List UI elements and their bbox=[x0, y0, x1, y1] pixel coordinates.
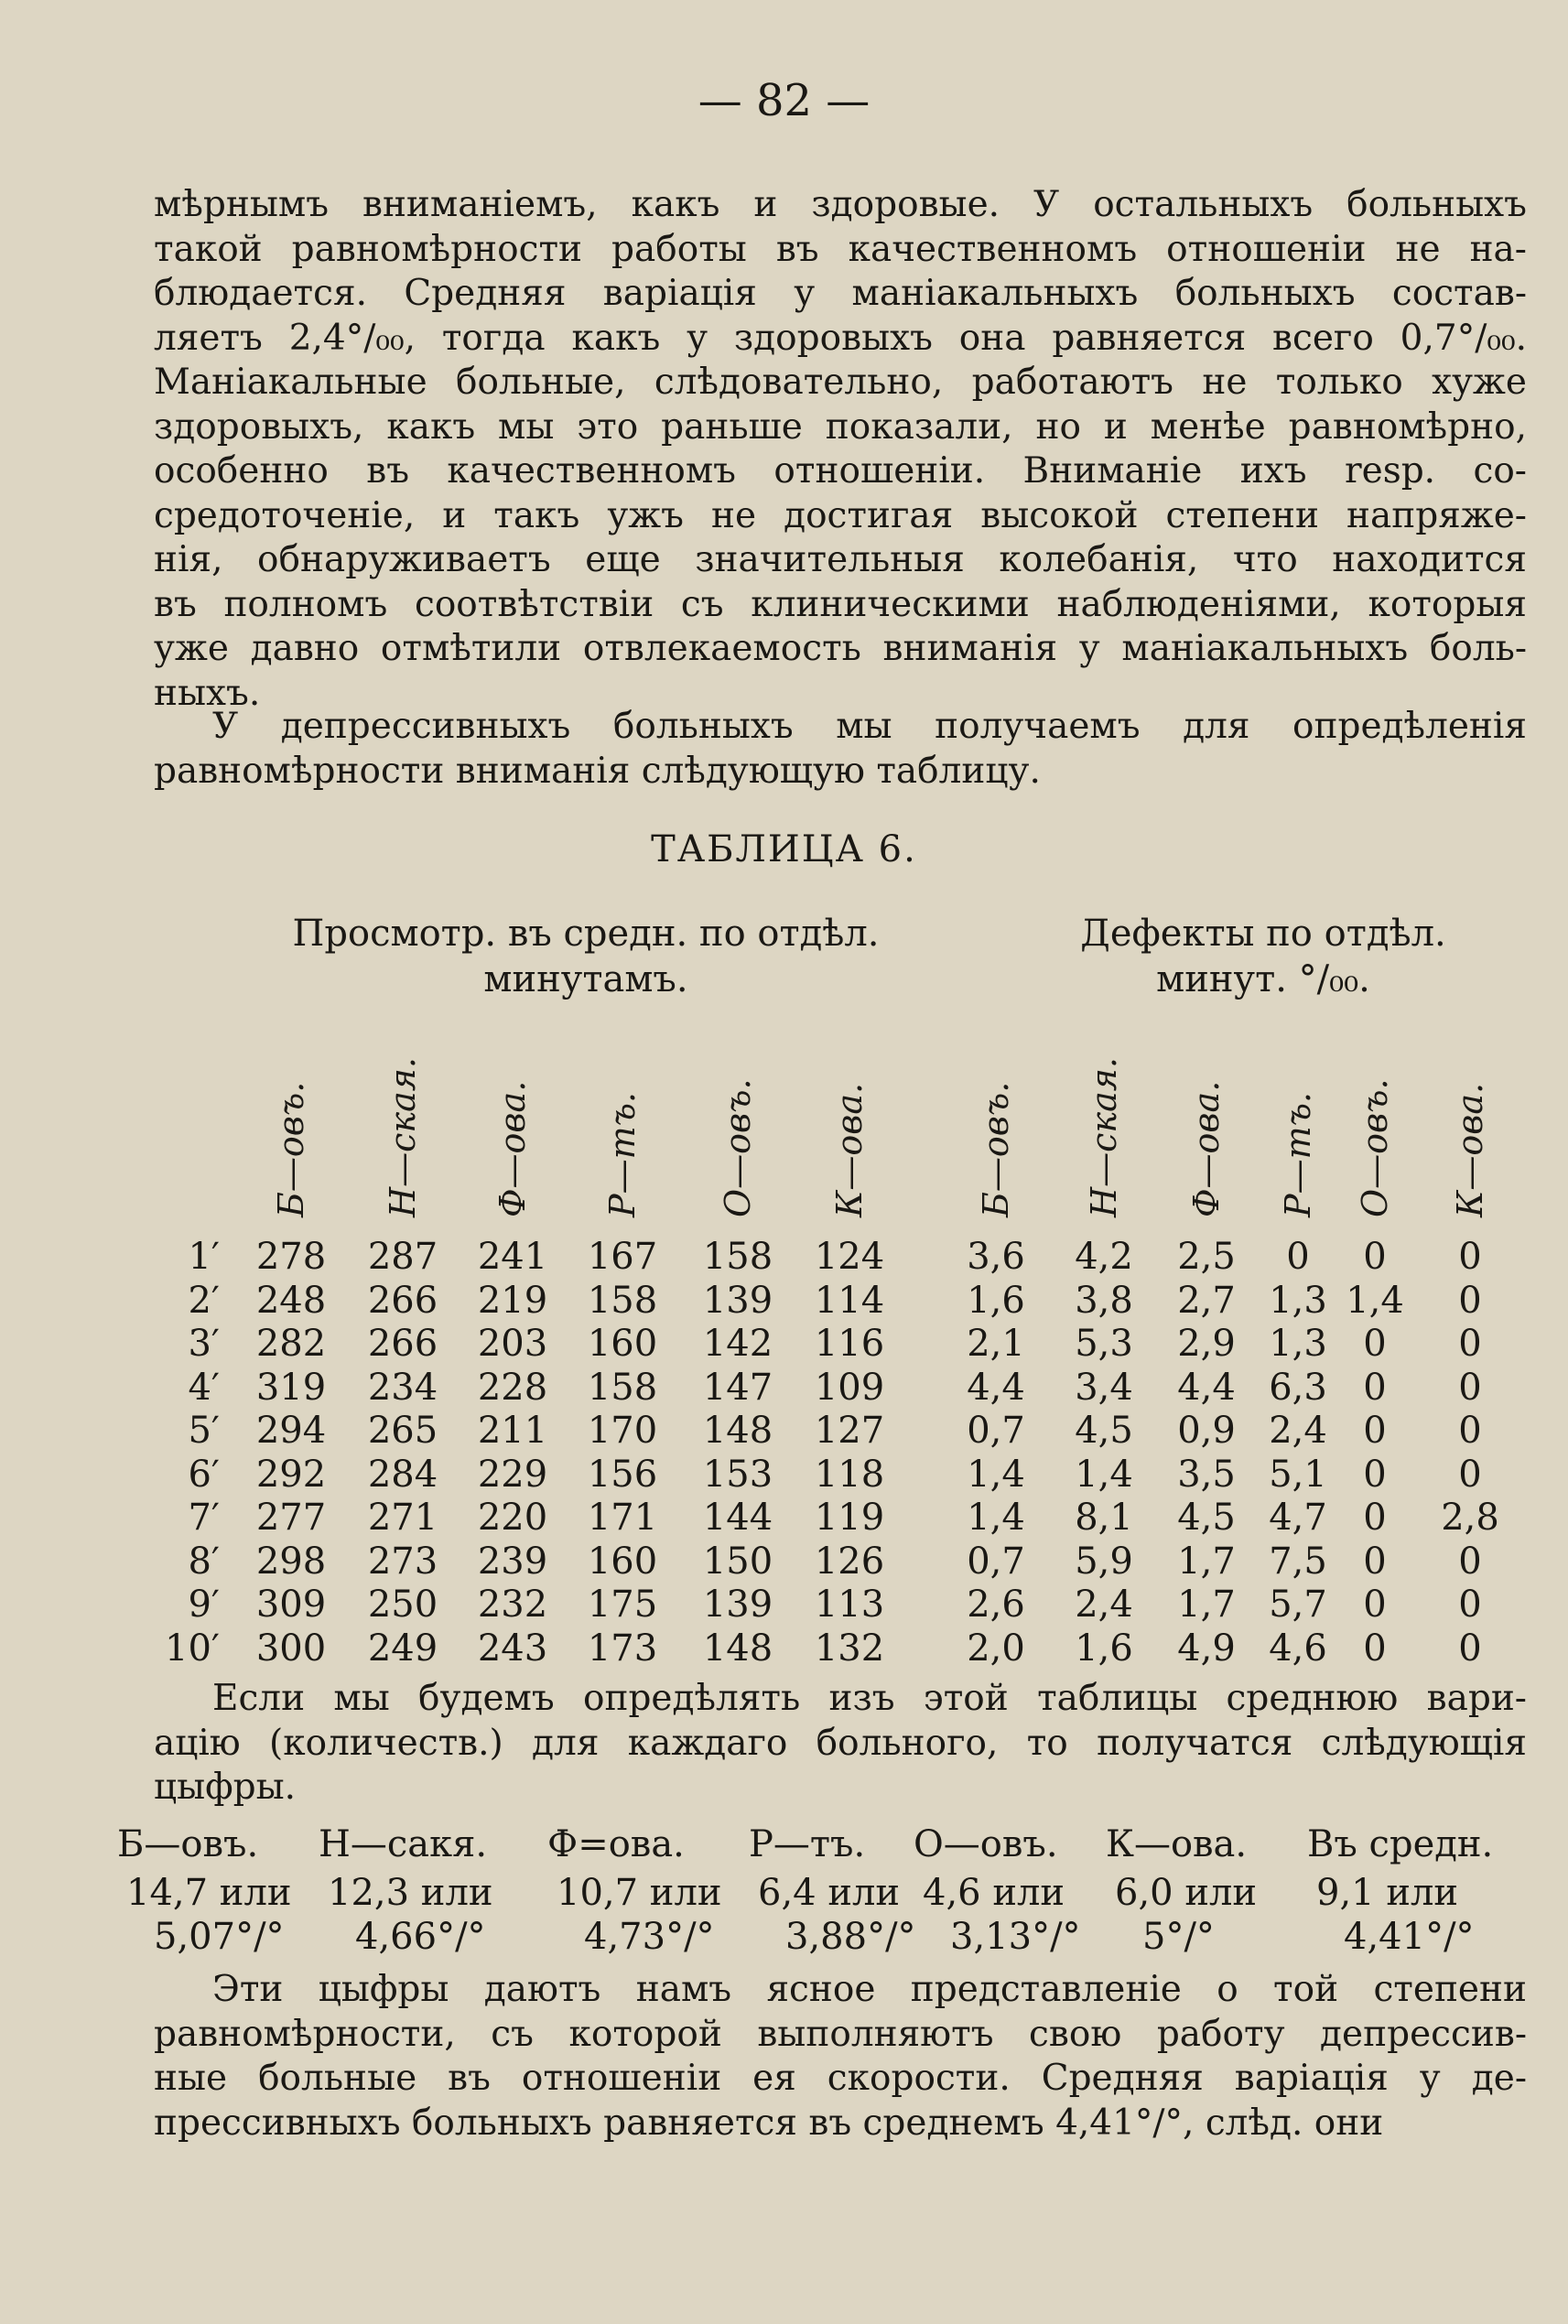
table-row bbox=[0, 1454, 1568, 1497]
table-cell: 220 bbox=[477, 1497, 548, 1539]
table-cell: 4,6 bbox=[1269, 1627, 1327, 1670]
table-cell: 7,5 bbox=[1269, 1540, 1327, 1583]
row-label: 5′ bbox=[188, 1410, 220, 1452]
column-header bbox=[827, 1043, 871, 1217]
table-cell: 287 bbox=[367, 1236, 438, 1278]
table-cell: 229 bbox=[477, 1453, 548, 1496]
table-cell: 2,5 bbox=[1177, 1236, 1236, 1278]
text-line: уже давно отмѣтили отвлекаемость вниманія у маніакальныхъ боль- bbox=[154, 628, 1527, 669]
table-cell: 4,4 bbox=[1177, 1366, 1236, 1409]
table-cell: 4,5 bbox=[1075, 1410, 1133, 1452]
table-cell: 0 bbox=[1458, 1453, 1482, 1496]
table-cell: 158 bbox=[702, 1236, 773, 1278]
table-cell: 2,4 bbox=[1269, 1410, 1327, 1452]
table-cell: 5,9 bbox=[1075, 1540, 1133, 1583]
table-cell: 1,7 bbox=[1177, 1584, 1236, 1626]
table-cell: 171 bbox=[587, 1497, 658, 1539]
table-cell: 5,1 bbox=[1269, 1453, 1327, 1496]
table-cell: 4,2 bbox=[1075, 1236, 1133, 1278]
table-cell: 0,7 bbox=[967, 1540, 1025, 1583]
table-cell: 0 bbox=[1458, 1584, 1482, 1626]
table-cell: 144 bbox=[702, 1497, 773, 1539]
table-cell: 160 bbox=[587, 1540, 658, 1583]
table-row bbox=[0, 1323, 1568, 1367]
text-line: Если мы будемъ опредѣлять изъ этой таблицы среднюю вари- bbox=[212, 1678, 1527, 1719]
summary-value: 10,7 или bbox=[557, 1872, 722, 1914]
text-line: въ полномъ соотвѣтствіи съ клиническими наблюденіями, которыя bbox=[154, 583, 1527, 625]
table-cell: 266 bbox=[367, 1279, 438, 1322]
summary-header: К—ова. bbox=[1106, 1823, 1248, 1865]
row-label: 3′ bbox=[188, 1323, 220, 1365]
table-cell: 126 bbox=[814, 1540, 885, 1583]
table-cell: 142 bbox=[702, 1323, 773, 1365]
table-cell: 0 bbox=[1363, 1584, 1387, 1626]
table-cell: 150 bbox=[702, 1540, 773, 1583]
table-cell: 271 bbox=[367, 1497, 438, 1539]
table-cell: 1,4 bbox=[1346, 1279, 1404, 1322]
summary-header: Б—овъ. bbox=[117, 1823, 259, 1865]
column-header bbox=[1276, 1043, 1320, 1217]
table-cell: 4,4 bbox=[967, 1366, 1025, 1409]
column-header-label: О—овъ. bbox=[1355, 1078, 1395, 1217]
table-cell: 319 bbox=[255, 1366, 327, 1409]
summary-percent: 5°/° bbox=[1142, 1916, 1215, 1958]
summary-header: Ф=ова. bbox=[547, 1823, 685, 1865]
column-header-label: Б—овъ. bbox=[976, 1081, 1016, 1217]
text-line: цыфры. bbox=[154, 1767, 297, 1808]
table-cell: 2,9 bbox=[1177, 1323, 1236, 1365]
table-cell: 0 bbox=[1363, 1497, 1387, 1539]
row-label: 1′ bbox=[188, 1236, 220, 1278]
table-cell: 147 bbox=[702, 1366, 773, 1409]
summary-value: 6,0 или bbox=[1115, 1872, 1258, 1914]
column-header-label: Ф—ова. bbox=[492, 1080, 533, 1217]
text-line: особенно въ качественномъ отношеніи. Вниманіе ихъ resp. со- bbox=[154, 450, 1527, 492]
summary-value: 9,1 или bbox=[1316, 1872, 1459, 1914]
table-cell: 2,0 bbox=[967, 1627, 1025, 1670]
column-header bbox=[1448, 1043, 1492, 1217]
table-cell: 5,3 bbox=[1075, 1323, 1133, 1365]
table-cell: 175 bbox=[587, 1584, 658, 1626]
group-header-right-line: Дефекты по отдѣл. bbox=[1080, 913, 1446, 955]
group-header-left-line: Просмотр. въ средн. по отдѣл. bbox=[292, 913, 880, 955]
table-caption: ТАБЛИЦА 6. bbox=[651, 828, 917, 870]
table-cell: 0 bbox=[1458, 1323, 1482, 1365]
table-cell: 278 bbox=[255, 1236, 327, 1278]
page-number: — 82 — bbox=[697, 75, 871, 126]
table-cell: 0 bbox=[1363, 1323, 1387, 1365]
text-line: равномѣрности вниманія слѣдующую таблицу. bbox=[154, 750, 1041, 792]
table-row bbox=[0, 1410, 1568, 1454]
group-header-right-line: минут. °/₀₀. bbox=[1156, 958, 1370, 1000]
paragraph-1 bbox=[154, 183, 1527, 716]
group-header-left bbox=[247, 911, 925, 1002]
column-header bbox=[1082, 1043, 1126, 1217]
summary-header: Въ средн. bbox=[1307, 1823, 1494, 1865]
table-cell: 284 bbox=[367, 1453, 438, 1496]
table-cell: 113 bbox=[814, 1584, 885, 1626]
table-cell: 5,7 bbox=[1269, 1584, 1327, 1626]
table-cell: 265 bbox=[367, 1410, 438, 1452]
table-cell: 2,8 bbox=[1441, 1497, 1499, 1539]
summary-value: 6,4 или bbox=[758, 1872, 901, 1914]
table-cell: 3,8 bbox=[1075, 1279, 1133, 1322]
table-cell: 0 bbox=[1458, 1410, 1482, 1452]
table-cell: 0 bbox=[1458, 1279, 1482, 1322]
row-label: 6′ bbox=[188, 1453, 220, 1496]
paragraph-3 bbox=[154, 1677, 1527, 1811]
summary-header: Н—сакя. bbox=[319, 1823, 488, 1865]
column-header-label: Н—ская. bbox=[1084, 1056, 1124, 1217]
table-cell: 4,9 bbox=[1177, 1627, 1236, 1670]
column-header-label: Р—тъ. bbox=[1278, 1091, 1318, 1217]
table-cell: 127 bbox=[814, 1410, 885, 1452]
table-cell: 282 bbox=[255, 1323, 327, 1365]
table-cell: 3,5 bbox=[1177, 1453, 1236, 1496]
row-label: 10′ bbox=[165, 1627, 220, 1670]
text-line: ныхъ. bbox=[154, 672, 261, 714]
table-cell: 148 bbox=[702, 1410, 773, 1452]
column-header bbox=[381, 1043, 425, 1217]
column-header-label: Ф—ова. bbox=[1186, 1080, 1227, 1217]
paragraph-2 bbox=[154, 705, 1527, 794]
text-line: равномѣрности, съ которой выполняютъ свою работу депрессив- bbox=[154, 2013, 1527, 2055]
summary-percent: 4,66°/° bbox=[355, 1916, 486, 1958]
table-cell: 3,6 bbox=[967, 1236, 1025, 1278]
summary-header: О—овъ. bbox=[914, 1823, 1058, 1865]
table-cell: 173 bbox=[587, 1627, 658, 1670]
table-cell: 139 bbox=[702, 1584, 773, 1626]
table-cell: 0 bbox=[1363, 1627, 1387, 1670]
text-line: прессивныхъ больныхъ равняется въ среднемъ 4,41°/°, слѣд. они bbox=[154, 2102, 1384, 2144]
table-cell: 0 bbox=[1363, 1453, 1387, 1496]
table-cell: 0 bbox=[1458, 1540, 1482, 1583]
table-cell: 300 bbox=[255, 1627, 327, 1670]
row-label: 7′ bbox=[188, 1497, 220, 1539]
row-label: 2′ bbox=[188, 1279, 220, 1322]
table-cell: 114 bbox=[814, 1279, 885, 1322]
table-cell: 0 bbox=[1363, 1540, 1387, 1583]
column-header bbox=[600, 1043, 644, 1217]
row-label: 8′ bbox=[188, 1540, 220, 1583]
table-cell: 2,7 bbox=[1177, 1279, 1236, 1322]
table-cell: 219 bbox=[477, 1279, 548, 1322]
table-cell: 156 bbox=[587, 1453, 658, 1496]
table-cell: 228 bbox=[477, 1366, 548, 1409]
table-cell: 1,3 bbox=[1269, 1323, 1327, 1365]
table-cell: 234 bbox=[367, 1366, 438, 1409]
text-line: Маніакальные больные, слѣдовательно, работаютъ не только хуже bbox=[154, 362, 1527, 403]
table-cell: 0 bbox=[1458, 1236, 1482, 1278]
column-header bbox=[491, 1043, 535, 1217]
row-label: 4′ bbox=[188, 1366, 220, 1409]
table-row bbox=[0, 1497, 1568, 1540]
table-cell: 294 bbox=[255, 1410, 327, 1452]
table-cell: 249 bbox=[367, 1627, 438, 1670]
table-cell: 203 bbox=[477, 1323, 548, 1365]
column-header bbox=[974, 1043, 1018, 1217]
table-cell: 277 bbox=[255, 1497, 327, 1539]
table-cell: 160 bbox=[587, 1323, 658, 1365]
table-cell: 250 bbox=[367, 1584, 438, 1626]
table-cell: 1,4 bbox=[1075, 1453, 1133, 1496]
paragraph-4 bbox=[154, 1968, 1527, 2146]
table-cell: 1,6 bbox=[1075, 1627, 1133, 1670]
table-cell: 158 bbox=[587, 1366, 658, 1409]
table-cell: 211 bbox=[477, 1410, 548, 1452]
summary-value: 14,7 или bbox=[126, 1872, 292, 1914]
text-line: мѣрнымъ вниманіемъ, какъ и здоровые. У остальныхъ больныхъ bbox=[154, 184, 1527, 225]
group-header-right bbox=[1044, 911, 1483, 1002]
text-line: нія, обнаруживаетъ еще значительныя колебанія, что находится bbox=[154, 539, 1527, 580]
text-line: средоточеніе, и такъ ужъ не достигая высокой степени напряже- bbox=[154, 494, 1527, 536]
table-cell: 243 bbox=[477, 1627, 548, 1670]
table-cell: 248 bbox=[255, 1279, 327, 1322]
table-cell: 119 bbox=[814, 1497, 885, 1539]
table-cell: 1,7 bbox=[1177, 1540, 1236, 1583]
column-header-label: К—ова. bbox=[829, 1082, 870, 1217]
table-cell: 0 bbox=[1458, 1627, 1482, 1670]
table-cell: 139 bbox=[702, 1279, 773, 1322]
text-line: блюдается. Средняя варіація у маніакальныхъ больныхъ состав- bbox=[154, 273, 1527, 314]
table-row bbox=[0, 1280, 1568, 1324]
table-cell: 4,5 bbox=[1177, 1497, 1236, 1539]
table-cell: 309 bbox=[255, 1584, 327, 1626]
summary-percent: 3,13°/° bbox=[950, 1916, 1081, 1958]
column-header bbox=[1184, 1043, 1228, 1217]
summary-value: 4,6 или bbox=[923, 1872, 1065, 1914]
summary-percent: 4,41°/° bbox=[1344, 1916, 1475, 1958]
table-cell: 109 bbox=[814, 1366, 885, 1409]
table-cell: 0 bbox=[1363, 1236, 1387, 1278]
column-header-label: Н—ская. bbox=[383, 1056, 423, 1217]
column-header-label: Р—тъ. bbox=[602, 1091, 643, 1217]
table-cell: 0 bbox=[1458, 1366, 1482, 1409]
table-cell: 1,3 bbox=[1269, 1279, 1327, 1322]
table-cell: 6,3 bbox=[1269, 1366, 1327, 1409]
summary-percent: 4,73°/° bbox=[584, 1916, 715, 1958]
table-cell: 298 bbox=[255, 1540, 327, 1583]
table-cell: 116 bbox=[814, 1323, 885, 1365]
table-row bbox=[0, 1236, 1568, 1280]
table-cell: 2,6 bbox=[967, 1584, 1025, 1626]
table-cell: 232 bbox=[477, 1584, 548, 1626]
summary-value: 12,3 или bbox=[328, 1872, 493, 1914]
table-cell: 239 bbox=[477, 1540, 548, 1583]
text-line: такой равномѣрности работы въ качественномъ отношеніи не на- bbox=[154, 228, 1527, 270]
table-cell: 132 bbox=[814, 1627, 885, 1670]
table-row bbox=[0, 1627, 1568, 1671]
column-header-label: О—овъ. bbox=[718, 1078, 758, 1217]
text-line: ацію (количеств.) для каждаго больного, то получатся слѣдующія bbox=[154, 1722, 1527, 1764]
table-cell: 8,1 bbox=[1075, 1497, 1133, 1539]
table-cell: 0 bbox=[1363, 1410, 1387, 1452]
text-line: здоровыхъ, какъ мы это раньше показали, но и менѣе равномѣрно, bbox=[154, 405, 1527, 448]
table-cell: 292 bbox=[255, 1453, 327, 1496]
text-line: ные больные въ отношеніи ея скорости. Средняя варіація у де- bbox=[154, 2058, 1527, 2099]
column-header bbox=[716, 1043, 760, 1217]
table-cell: 0 bbox=[1286, 1236, 1310, 1278]
table-cell: 170 bbox=[587, 1410, 658, 1452]
column-header bbox=[1353, 1043, 1397, 1217]
summary-header: Р—тъ. bbox=[749, 1823, 866, 1865]
group-header-left-line: минутамъ. bbox=[483, 958, 688, 1000]
row-label: 9′ bbox=[188, 1584, 220, 1626]
table-cell: 241 bbox=[477, 1236, 548, 1278]
summary-percent: 3,88°/° bbox=[785, 1916, 916, 1958]
column-header-label: Б—овъ. bbox=[271, 1081, 311, 1217]
table-row bbox=[0, 1584, 1568, 1627]
table-cell: 153 bbox=[702, 1453, 773, 1496]
table-cell: 4,7 bbox=[1269, 1497, 1327, 1539]
table-cell: 1,6 bbox=[967, 1279, 1025, 1322]
table-cell: 1,4 bbox=[967, 1453, 1025, 1496]
table-cell: 266 bbox=[367, 1323, 438, 1365]
column-header-label: К—ова. bbox=[1450, 1082, 1490, 1217]
table-cell: 148 bbox=[702, 1627, 773, 1670]
table-cell: 124 bbox=[814, 1236, 885, 1278]
table-cell: 273 bbox=[367, 1540, 438, 1583]
column-header bbox=[269, 1043, 313, 1217]
table-cell: 3,4 bbox=[1075, 1366, 1133, 1409]
table-cell: 0,9 bbox=[1177, 1410, 1236, 1452]
table-row bbox=[0, 1540, 1568, 1584]
table-row bbox=[0, 1367, 1568, 1411]
summary-percent: 5,07°/° bbox=[154, 1916, 285, 1958]
table-cell: 2,4 bbox=[1075, 1584, 1133, 1626]
table-cell: 167 bbox=[587, 1236, 658, 1278]
table-cell: 0,7 bbox=[967, 1410, 1025, 1452]
table-cell: 0 bbox=[1363, 1366, 1387, 1409]
text-line: Эти цыфры даютъ намъ ясное представленіе о той степени bbox=[212, 1969, 1527, 2010]
table-cell: 2,1 bbox=[967, 1323, 1025, 1365]
table-cell: 1,4 bbox=[967, 1497, 1025, 1539]
table-cell: 118 bbox=[814, 1453, 885, 1496]
text-line: У депрессивныхъ больныхъ мы получаемъ для опредѣленія bbox=[212, 706, 1527, 747]
table-cell: 158 bbox=[587, 1279, 658, 1322]
text-line: ляетъ 2,4°/₀₀, тогда какъ у здоровыхъ она равняется всего 0,7°/₀₀. bbox=[154, 317, 1527, 359]
